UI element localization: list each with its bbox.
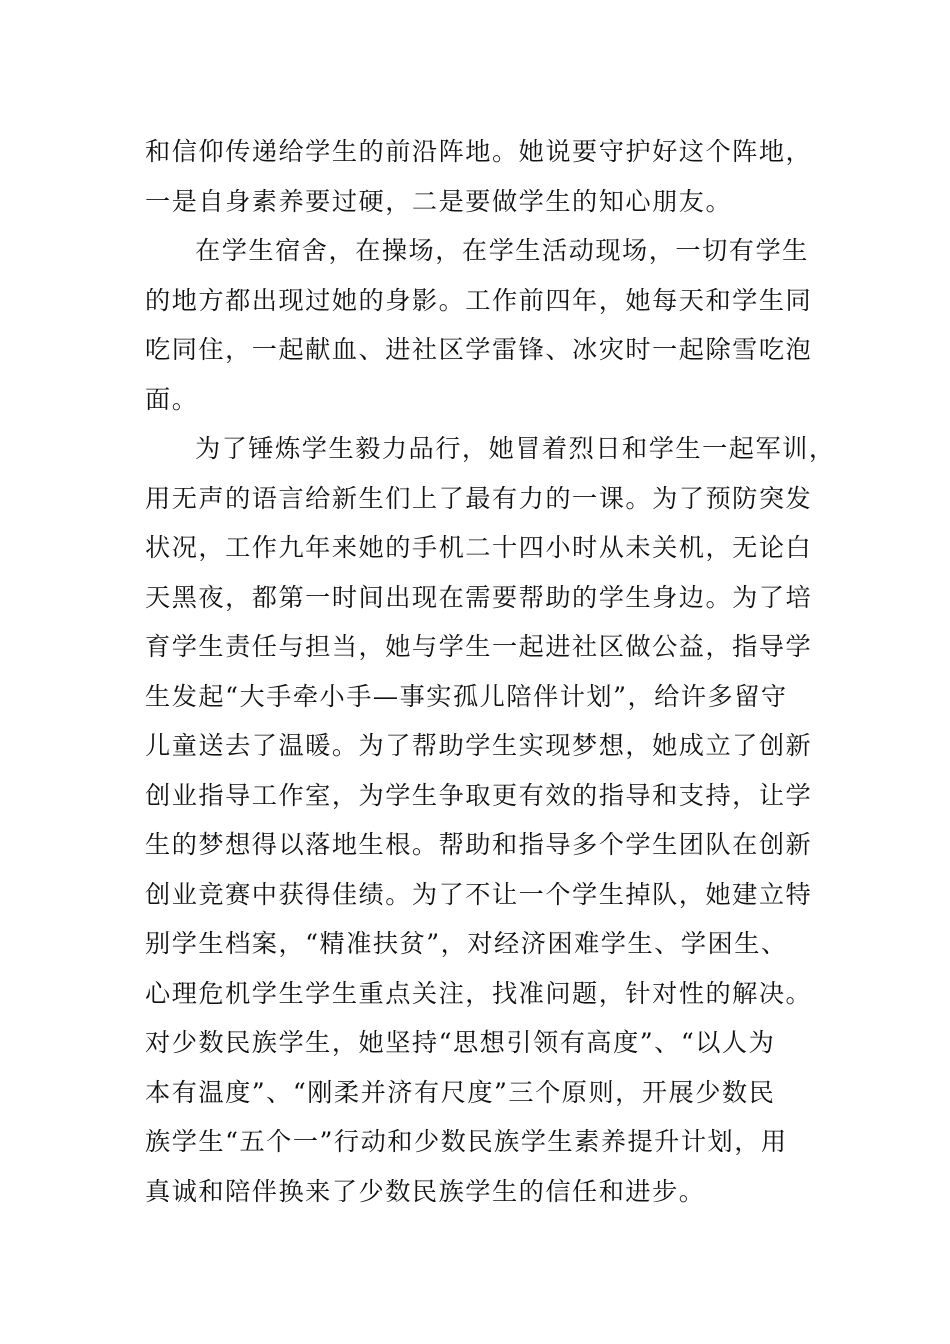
text-line: 面。 — [145, 384, 199, 414]
text-line: 儿童送去了温暖。为了帮助学生实现梦想，她成立了创新 — [145, 731, 813, 760]
text-line: 天黑夜，都第一时间出现在需要帮助的学生身边。为了培 — [145, 582, 813, 612]
text-line: 族学生“五个一”行动和少数民族学生素养提升计划，用 — [145, 1127, 788, 1156]
text-line: 吃同住，一起献血、进社区学雷锋、冰灾时一起除雪吃泡 — [145, 335, 813, 364]
text-line: 一是自身素养要过硬，二是要做学生的知心朋友。 — [145, 186, 733, 216]
paragraph-start-line: 为了锤炼学生毅力品行，她冒着烈日和学生一起军训， — [195, 434, 836, 463]
text-line: 生的梦想得以落地生根。帮助和指导多个学生团队在创新 — [145, 830, 813, 859]
text-line: 对少数民族学生，她坚持“思想引领有高度”、“以人为 — [145, 1028, 776, 1057]
text-line: 和信仰传递给学生的前沿阵地。她说要守护好这个阵地， — [145, 137, 813, 166]
text-line: 本有温度”、“刚柔并济有尺度”三个原则，开展少数民 — [145, 1077, 776, 1107]
paragraph-start-line: 在学生宿舍，在操场，在学生活动现场，一切有学生 — [195, 236, 809, 265]
text-line: 创业竞赛中获得佳绩。为了不让一个学生掉队，她建立特 — [145, 879, 813, 909]
text-line: 育学生责任与担当，她与学生一起进社区做公益，指导学 — [145, 632, 813, 661]
text-line: 的地方都出现过她的身影。工作前四年，她每天和学生同 — [145, 285, 813, 315]
text-line: 生发起“大手牵小手—事实孤儿陪伴计划”，给许多留守 — [145, 681, 788, 711]
text-line: 创业指导工作室，为学生争取更有效的指导和支持，让学 — [145, 780, 813, 810]
text-line: 心理危机学生学生重点关注，找准问题，针对性的解决。 — [145, 978, 813, 1008]
text-line: 状况，工作九年来她的手机二十四小时从未关机，无论白 — [145, 533, 813, 562]
text-line: 真诚和陪伴换来了少数民族学生的信任和进步。 — [145, 1176, 706, 1206]
text-line: 别学生档案，“精准扶贫”，对经济困难学生、学困生、 — [145, 929, 788, 958]
text-line: 用无声的语言给新生们上了最有力的一课。为了预防突发 — [145, 483, 813, 513]
document-body — [145, 127, 836, 1216]
